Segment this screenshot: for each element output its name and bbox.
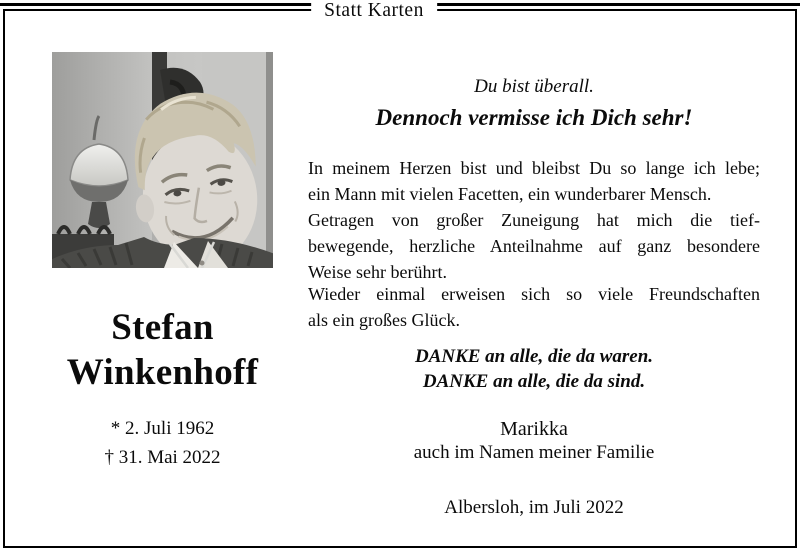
paragraph-line: Wieder einmal erweisen sich so viele Freundschaften bbox=[308, 284, 760, 304]
paragraph-line: Getragen von großer Zuneigung hat mich die tief- bbox=[308, 210, 760, 230]
intro-line: Du bist überall. bbox=[474, 76, 594, 97]
thanks-block bbox=[308, 344, 760, 394]
headline: Dennoch vermisse ich Dich sehr! bbox=[375, 105, 693, 130]
statt-karten-label: Statt Karten bbox=[311, 0, 437, 23]
portrait-photo bbox=[52, 52, 273, 268]
paragraph-line: In meinem Herzen bist und bleibst Du so lange ich lebe; bbox=[308, 158, 760, 178]
thanks-line-2: DANKE an alle, die da sind. bbox=[422, 371, 646, 392]
life-dates bbox=[30, 414, 295, 472]
paragraph-3 bbox=[308, 281, 760, 333]
paragraph-1 bbox=[308, 155, 760, 207]
paragraph-line: ein Mann mit vielen Facetten, ein wunderbarer Mensch. bbox=[308, 184, 712, 204]
deceased-last-name: Winkenhoff bbox=[66, 352, 259, 393]
paragraph-line: als ein großes Glück. bbox=[308, 310, 460, 330]
thanks-line-1: DANKE an alle, die da waren. bbox=[414, 346, 654, 367]
paragraph-line: Weise sehr berührt. bbox=[308, 262, 447, 282]
death-date: † 31. Mai 2022 bbox=[104, 447, 221, 468]
place-and-date: Albersloh, im Juli 2022 bbox=[444, 497, 624, 518]
signature-name: Marikka bbox=[500, 418, 568, 440]
deceased-first-name: Stefan bbox=[111, 307, 214, 348]
paragraph-2 bbox=[308, 207, 760, 285]
deceased-name bbox=[30, 305, 295, 395]
birth-date: * 2. Juli 1962 bbox=[110, 418, 215, 439]
paragraph-line: bewegende, herzliche Anteilnahme auf ganz besondere bbox=[308, 236, 760, 256]
signature-subtitle: auch im Namen meiner Familie bbox=[413, 442, 655, 463]
